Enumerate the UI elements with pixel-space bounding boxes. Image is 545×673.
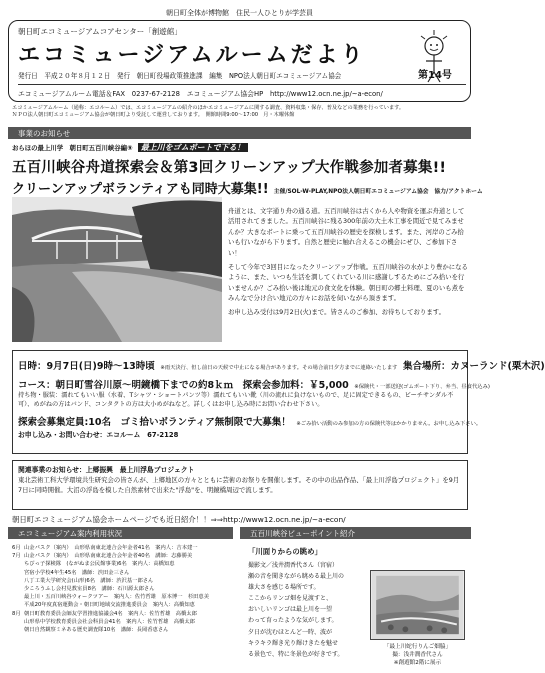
inquiry: お申し込み・お問い合わせ：エコルーム 67-2128: [18, 430, 179, 439]
usage-entry: 宮宿小学校4年生45名 講師：渋田金三さん: [24, 569, 130, 576]
orchard-painting: [370, 570, 465, 640]
usage-month: 8月: [12, 610, 21, 617]
viewpoint-line: 瀬の音を聞きながら眺める最上川の: [248, 573, 345, 581]
usage-entry: 最上川・五百川峡谷ウォークツアー 案内人：佐竹哲雄 原本博一 杉田恵美: [24, 594, 210, 601]
related-event-title: 関連事業のお知らせ：上郷振興 最上川浮島プロジェクト: [18, 466, 195, 474]
viewpoint-text: [248, 560, 366, 660]
viewpoint-line: 雄大さを感じる場所です。: [248, 584, 320, 592]
homepage-notice: 朝日町エコミュージアム協会ホームページでも近日紹介！！⇒⇒http://www12.ocn.ne.jp/~a-econ/: [12, 515, 346, 524]
event-date-note: ※雨天決行、但し前日の天候で中止になる場合があります。その場合前日夕方までに連絡いたします: [160, 365, 398, 371]
event-subheading: [12, 142, 468, 153]
section-header-usage: エコミュージアム案内利用状況: [8, 527, 233, 539]
usage-month: 6月: [12, 545, 21, 551]
capacity-note: ※ごみ拾い活動のみ参加の方の保険代等はかかりません。お申し込み下さい。: [296, 420, 482, 427]
painting-location: ※創遊館2階に展示: [393, 660, 442, 666]
usage-list: [12, 544, 234, 634]
volunteer-headline: クリーンアップボランティアも同時大募集!!: [12, 182, 269, 197]
viewpoint-line: 撮影文／浅井潤香代さん（宮宿）: [248, 562, 339, 569]
usage-month: 7月: [12, 553, 21, 560]
viewpoint-line: 夕日が沈むほとんど一時、波が: [248, 628, 333, 636]
article-body: [228, 206, 468, 322]
list-item: [12, 618, 234, 626]
publication-info: 発行日 平成２０年８月１２日 発行 朝日町役場政策推進課 編集 NPO法人朝日町エコミュージアム協会: [18, 72, 342, 80]
intro-line: ＮＰＯ法人朝日町エコミュージアム協会が朝日町より受託して運営しております。 開館時間9:00〜17:00 月・木曜休館: [12, 112, 295, 119]
list-item: [12, 560, 234, 568]
meeting-place: 集合場所：カヌーランド(栗木沢): [403, 361, 545, 372]
usage-entry: 朝日自然観察ミネある歴史調査隊10名 講師：長岡香恵さん: [24, 627, 169, 634]
list-item: [12, 577, 234, 585]
event-details-box: [12, 350, 545, 454]
usage-entry: 少ころうふし会村見教室員8名 講師：石川源太郎さん: [24, 586, 155, 593]
related-event-body: 東北芸術工科大学環境共生研究会の皆さんが、上郷地区の方々とともに芸術のお祭りを開催します。その中の出品作品、「最上川浮島プロジェクト」を9月7日に同時開催。大沼の浮島を模した自然素材で出来た"浮島"を、明鏡橋周辺で流します。: [18, 476, 460, 494]
issue-number: 第14号: [418, 70, 452, 81]
event-date: 日時：9月7日(日)9時〜13時頃: [18, 361, 155, 372]
intro-text: [12, 105, 468, 119]
usage-entry: 山金パスク（案内） 山形県南東北連合会年金者40名 講師：志藤勝美: [24, 553, 193, 560]
article-paragraph: 舟道とは、文字通り舟の通る道。五百川峡谷は古くから人や物資を運ぶ舟道として活用されてきました。五百川峡谷に残る300年前の大土木工事を間近で見てみませんか？大きなボートに乗って五百川峡谷の歴史を探検します。また、河岸のごみ拾いも行いながら下ります。自然と歴史に触れ合えるこの機会にぜひ、ご参加下さい！: [228, 207, 465, 257]
usage-entry: 平成20年度真宿運動会・朝日町地域交流推進委員会 案内人：高橋知恵: [24, 602, 195, 609]
viewpoint-title: 「川面りからの眺め」: [248, 547, 322, 556]
capacity: 探索会募集定員:10名 ゴミ拾いボランティア無制限で大募集！: [18, 416, 291, 428]
center-name: 朝日町エコミュージアムコアセンター「創遊館」: [18, 27, 182, 36]
fee-note: ※保険代・一部送迎(ゴムボート下り、弁当、昼食代込み): [354, 384, 490, 390]
list-item: [12, 585, 234, 593]
intro-line: エコミュージアムルーム（通称：エコルーム）では、エコミュージアムの紹介のほかエコミュージアムに関する調査、資料収集・保存、普及などの業務を行っています。: [12, 105, 405, 111]
list-item: [12, 569, 234, 577]
list-item: [12, 544, 234, 552]
viewpoint-line: おいしいリンゴは最上川を一望: [248, 606, 333, 614]
section-header-viewpoint: 五百川峡谷ビューポイント紹介: [240, 527, 471, 539]
section-header-news: 事業のお知らせ: [8, 127, 471, 139]
newsletter-title: エコミュージアムルームだより: [18, 43, 366, 68]
organizer-credit: 主催/SOL-W-PLAY,NPO法人朝日町エコミュージアム協会 協力/アクトホーム: [273, 189, 483, 195]
usage-entry: 朝日町教育委員会師友学習推進協議会4名 案内人：佐竹哲雄 高橋太郎: [24, 610, 197, 617]
list-item: [12, 601, 234, 609]
related-event-box: [12, 460, 468, 510]
event-course: コース：朝日町雪谷川原〜明鏡橋下までの約8ｋｍ 探索会参加料：￥5,000: [18, 380, 349, 391]
viewpoint-line: る景色で、特に冬景色が好きです。: [248, 650, 344, 658]
painting-title: 「最上川蛇行りんご畑脇」: [383, 644, 452, 650]
article-paragraph: そして今年で3回目になったクリーンアップ作戦。五百川峡谷の水がより豊かになるように、また、いつも生活を潤してくれている川に感謝しするためにごみ拾いを行いませんか？ごみ拾い後は地元の食文化を体験。朝日町の郷土料理、夏のいも煮をみんなで分け合い地元の方々にお話を伺いながら頂きます。: [228, 262, 468, 302]
usage-entry: 八丁工業大学研究会(山形)6名 講師：渋沢基一郎さん: [24, 577, 154, 584]
article-paragraph: お申し込み受付は9月2日(火)まで。皆さんのご参加、お待ちしております。: [228, 308, 445, 317]
list-item: [12, 593, 234, 601]
usage-entry: 山形県中学校教育委員会社会科員会41名 案内人：佐竹哲雄 高橋太郎: [24, 618, 195, 625]
viewpoint-line: ここからリンゴ畑を見渡すと、: [248, 595, 333, 603]
list-item: [12, 626, 234, 634]
list-item: [12, 610, 234, 618]
contact-info: エコミュージアムルーム電話＆FAX 0237-67-2128 エコミュージアム協会HP http://www12.ocn.ne.jp/~a-econ/: [18, 84, 466, 98]
headline: 五百川峡谷舟道探索会＆第3回クリーンアップ大作戦参加者募集!!: [12, 160, 447, 176]
subheadline: [12, 178, 483, 197]
boat-badge: 最上川をゴムボートで下る！: [138, 143, 248, 152]
river-bridge-photo: [12, 197, 222, 342]
tagline: 朝日町全体が博物館 住民一人ひとりが学芸員: [166, 9, 313, 17]
usage-entry: 山金パスク（案内） 山形県南東北連合会年金者41名 案内人：吉本建一: [24, 545, 198, 551]
usage-entry: ちびっ子探検隊 (ながぬま公民館事業)6名 案内人：高橋知恵: [24, 561, 175, 568]
series-label: おらほの最上川学 朝日町五百川峡谷編⑨: [12, 144, 133, 152]
painting-artist: 撮：浅井潤香代さん: [392, 652, 443, 658]
viewpoint-line: わって育ったような気がします。: [248, 617, 338, 625]
list-item: [12, 552, 234, 560]
viewpoint-line: キラキラ輝き光り輝けきたを魅せ: [248, 639, 339, 647]
belongings: 持ち物・服装：濡れてもいい服（水着、Tシャツ・ショートパンツ等）濡れてもいい靴（川の流れに負けないもので、足に固定できるもの、ビーチサンダル不可）、めがねの方はバンド、コンタクトの方は大小めがねなど。詳しくはお申し込み時にお問い合わせ下さい。: [18, 392, 454, 408]
